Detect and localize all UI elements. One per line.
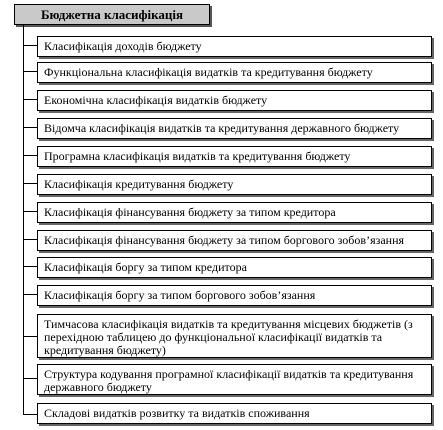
tree-node-label: Функціональна класифікація видатків та кредитування бюджету [44, 65, 373, 79]
connector-line [23, 294, 37, 295]
tree-node-label: Класифікація доходів бюджету [44, 39, 202, 53]
root-node [14, 4, 210, 25]
connector-line [23, 239, 37, 240]
tree-node-label: Класифікація боргу за типом боргового зобов’язання [44, 288, 316, 302]
tree-node-7 [37, 202, 432, 223]
tree-node-label: Складові видатків розвитку та видатків споживання [44, 406, 310, 420]
tree-node-label: Класифікація фінансування бюджету за типом кредитора [44, 205, 336, 219]
connector-line [23, 71, 37, 72]
tree-node-8 [37, 230, 432, 251]
tree-node-13 [37, 403, 432, 424]
tree-node-label: Структура кодування програмної класифікації видатків та кредитування державного бюджету [44, 367, 414, 394]
connector-line [23, 266, 37, 267]
connector-line [23, 155, 37, 156]
connector-line [23, 183, 37, 184]
connector-line [23, 336, 37, 337]
tree-node-9 [37, 257, 432, 278]
connector-line [23, 414, 37, 415]
tree-node-label: Класифікація фінансування бюджету за типом боргового зобов’язання [44, 233, 405, 247]
tree-spine-line [23, 25, 24, 414]
tree-node-3 [37, 90, 432, 111]
tree-node-12 [37, 364, 432, 395]
root-label: Бюджетна класифікація [40, 7, 184, 22]
tree-node-label: Класифікація боргу за типом кредитора [44, 260, 247, 274]
tree-node-4 [37, 118, 432, 139]
connector-line [23, 45, 37, 46]
tree-node-5 [37, 146, 432, 167]
connector-line [23, 127, 37, 128]
connector-line [23, 211, 37, 212]
connector-line [23, 99, 37, 100]
tree-node-label: Класифікація кредитування бюджету [44, 177, 234, 191]
tree-node-label: Тимчасова класифікація видатків та кредитування місцевих бюджетів (з перехідною таблицею до функціональної класифікації видатків та кредитування бюджету) [44, 317, 413, 357]
tree-node-1 [37, 36, 432, 57]
tree-node-10 [37, 285, 432, 306]
tree-node-11 [37, 314, 432, 358]
tree-node-label: Відомча класифікація видатків та кредитування державного бюджету [44, 121, 400, 135]
tree-node-6 [37, 174, 432, 195]
tree-node-2 [37, 62, 432, 83]
tree-node-label: Програмна класифікація видатків та кредитування бюджету [44, 149, 351, 163]
connector-line [23, 378, 37, 379]
tree-node-label: Економічна класифікація видатків бюджету [44, 93, 268, 107]
